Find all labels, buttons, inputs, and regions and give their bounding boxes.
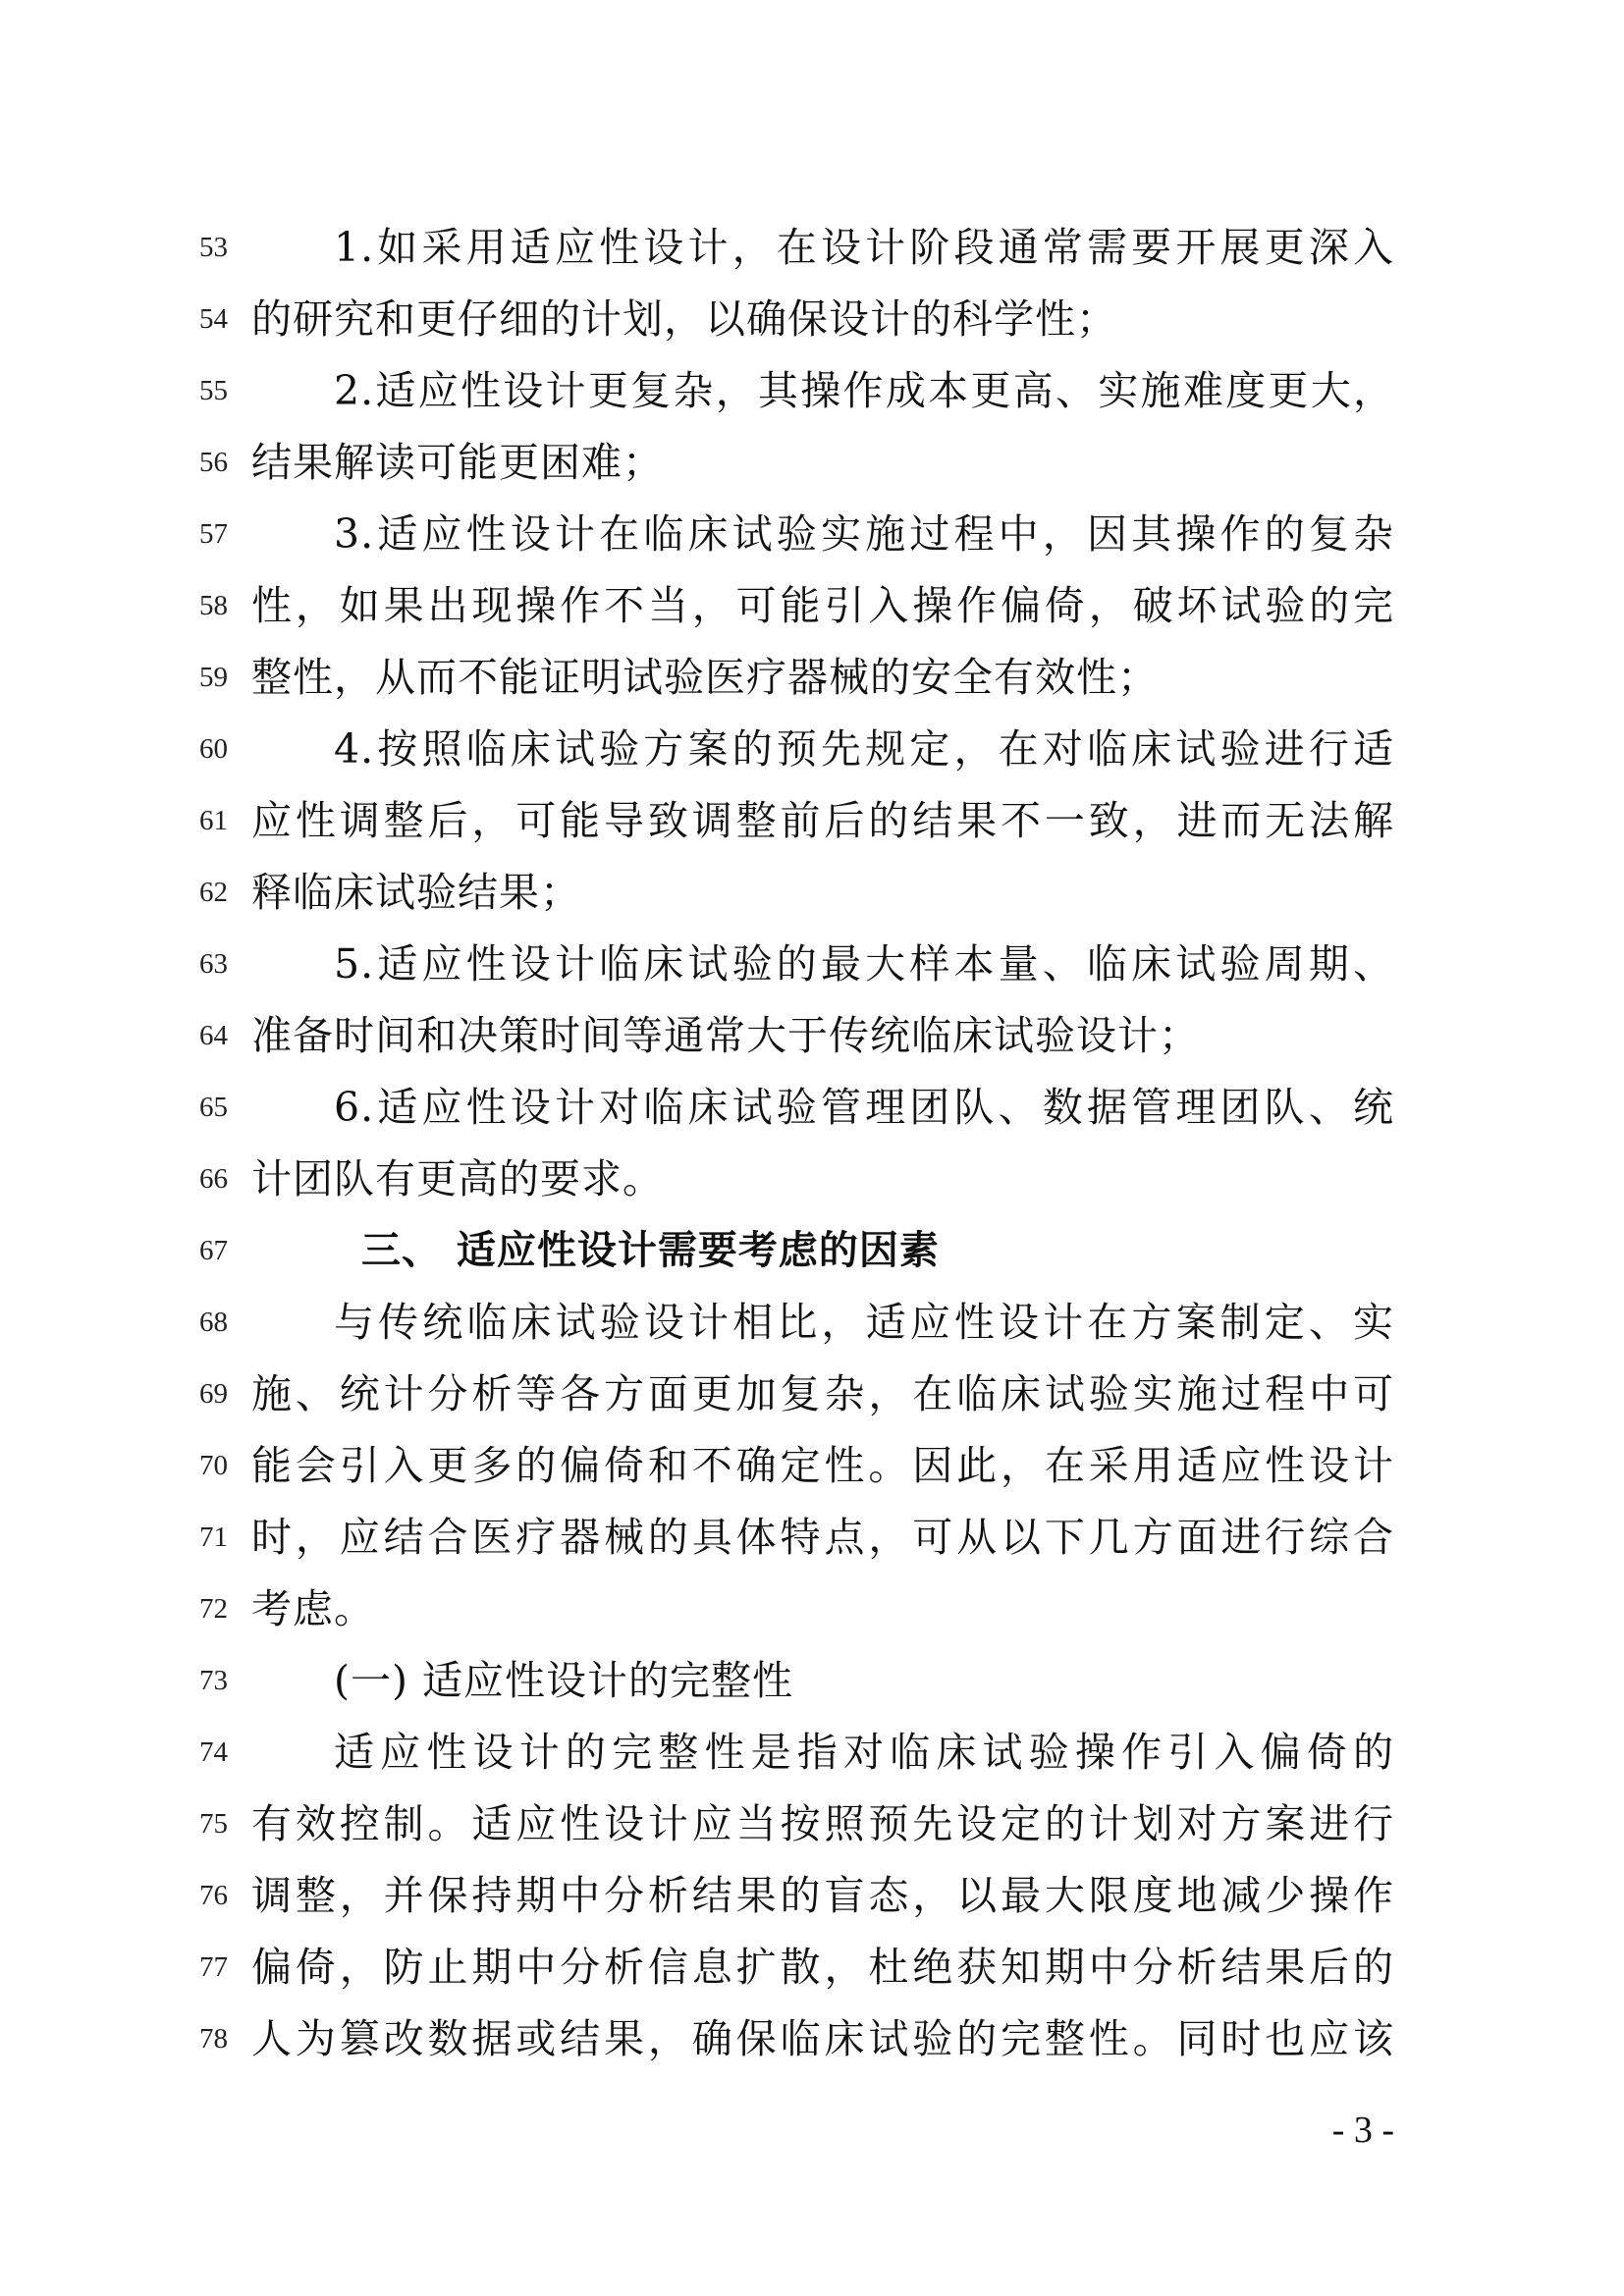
text-line [0, 427, 1624, 499]
text-line [0, 355, 1624, 427]
line-number: 67 [199, 1235, 228, 1266]
line-number: 69 [199, 1378, 228, 1410]
line-text: 能会引入更多的偏倚和不确定性。因此，在采用适应性设计 [251, 1442, 1394, 1489]
text-line [0, 1359, 1624, 1430]
line-text: 与传统临床试验设计相比，适应性设计在方案制定、实 [334, 1299, 1394, 1346]
page-number: - 3 - [1331, 2109, 1394, 2151]
text-line [0, 284, 1624, 355]
line-number: 78 [199, 2023, 228, 2055]
line-number: 58 [199, 590, 228, 621]
text-line [0, 929, 1624, 1000]
subsection-heading-text: (一) 适应性设计的完整性 [334, 1657, 794, 1704]
text-line [0, 570, 1624, 642]
text-line [0, 1430, 1624, 1502]
line-number: 56 [199, 447, 228, 478]
line-text: 调整，并保持期中分析结果的盲态，以最大限度地减少操作 [251, 1872, 1394, 1919]
line-text: 施、统计分析等各方面更加复杂，在临床试验实施过程中可 [251, 1370, 1394, 1417]
line-number: 55 [199, 375, 228, 406]
text-line [0, 785, 1624, 857]
line-number: 63 [199, 948, 228, 980]
line-text: 时，应结合医疗器械的具体特点，可从以下几方面进行综合 [251, 1514, 1394, 1561]
text-line [0, 1932, 1624, 2003]
line-number: 72 [199, 1593, 228, 1625]
line-number: 53 [199, 232, 228, 263]
line-number: 75 [199, 1808, 228, 1840]
line-text: 的研究和更仔细的计划，以确保设计的科学性； [251, 295, 1117, 343]
text-line [0, 1072, 1624, 1144]
line-number: 71 [199, 1522, 228, 1553]
text-line [0, 1287, 1624, 1359]
text-line [0, 2003, 1624, 2075]
line-number: 66 [199, 1163, 228, 1195]
line-text: 2.适应性设计更复杂，其操作成本更高、实施难度更大， [334, 367, 1394, 414]
text-line [0, 1502, 1624, 1574]
line-text: 6.适应性设计对临床试验管理团队、数据管理团队、统 [334, 1084, 1394, 1131]
line-number: 57 [199, 518, 228, 550]
line-number: 65 [199, 1092, 228, 1123]
text-line [0, 714, 1624, 785]
line-number: 62 [199, 877, 228, 908]
line-number: 77 [199, 1951, 228, 1983]
text-line [0, 499, 1624, 570]
line-text: 3.适应性设计在临床试验实施过程中，因其操作的复杂 [334, 510, 1394, 558]
line-number: 68 [199, 1307, 228, 1338]
line-text: 应性调整后，可能导致调整前后的结果不一致，进而无法解 [251, 797, 1394, 844]
text-line [0, 642, 1624, 714]
line-number: 70 [199, 1450, 228, 1481]
line-text: 考虑。 [251, 1585, 375, 1632]
line-number: 61 [199, 805, 228, 836]
subsection-heading [0, 1645, 1624, 1717]
text-line [0, 1789, 1624, 1860]
text-line [0, 1000, 1624, 1072]
section-heading [0, 1215, 1624, 1287]
line-number: 76 [199, 1880, 228, 1911]
line-number: 73 [199, 1665, 228, 1696]
text-line [0, 857, 1624, 929]
line-text: 人为篡改数据或结果，确保临床试验的完整性。同时也应该 [251, 2015, 1394, 2062]
text-line [0, 1574, 1624, 1645]
line-text: 偏倚，防止期中分析信息扩散，杜绝获知期中分析结果后的 [251, 1944, 1394, 1991]
line-text: 适应性设计的完整性是指对临床试验操作引入偏倚的 [334, 1729, 1394, 1776]
line-text: 有效控制。适应性设计应当按照预先设定的计划对方案进行 [251, 1800, 1394, 1847]
line-text: 准备时间和决策时间等通常大于传统临床试验设计； [251, 1012, 1200, 1059]
line-text: 释临床试验结果； [251, 869, 581, 916]
line-number: 59 [199, 662, 228, 693]
line-text: 4.按照临床试验方案的预先规定，在对临床试验进行适 [334, 725, 1394, 773]
text-line [0, 1717, 1624, 1789]
line-text: 1.如采用适应性设计，在设计阶段通常需要开展更深入 [334, 224, 1394, 271]
line-number: 64 [199, 1020, 228, 1051]
line-text: 计团队有更高的要求。 [251, 1155, 664, 1202]
line-text: 性，如果出现操作不当，可能引入操作偏倚，破坏试验的完 [251, 582, 1394, 629]
line-text: 结果解读可能更困难； [251, 439, 664, 486]
text-line [0, 1860, 1624, 1932]
text-line [0, 212, 1624, 284]
line-number: 54 [199, 303, 228, 335]
line-text: 整性，从而不能证明试验医疗器械的安全有效性； [251, 654, 1159, 701]
line-number: 60 [199, 733, 228, 765]
line-text: 5.适应性设计临床试验的最大样本量、临床试验周期、 [334, 940, 1394, 988]
line-number: 74 [199, 1736, 228, 1768]
section-heading-text: 三、 适应性设计需要考虑的因素 [361, 1228, 940, 1273]
text-line [0, 1144, 1624, 1215]
